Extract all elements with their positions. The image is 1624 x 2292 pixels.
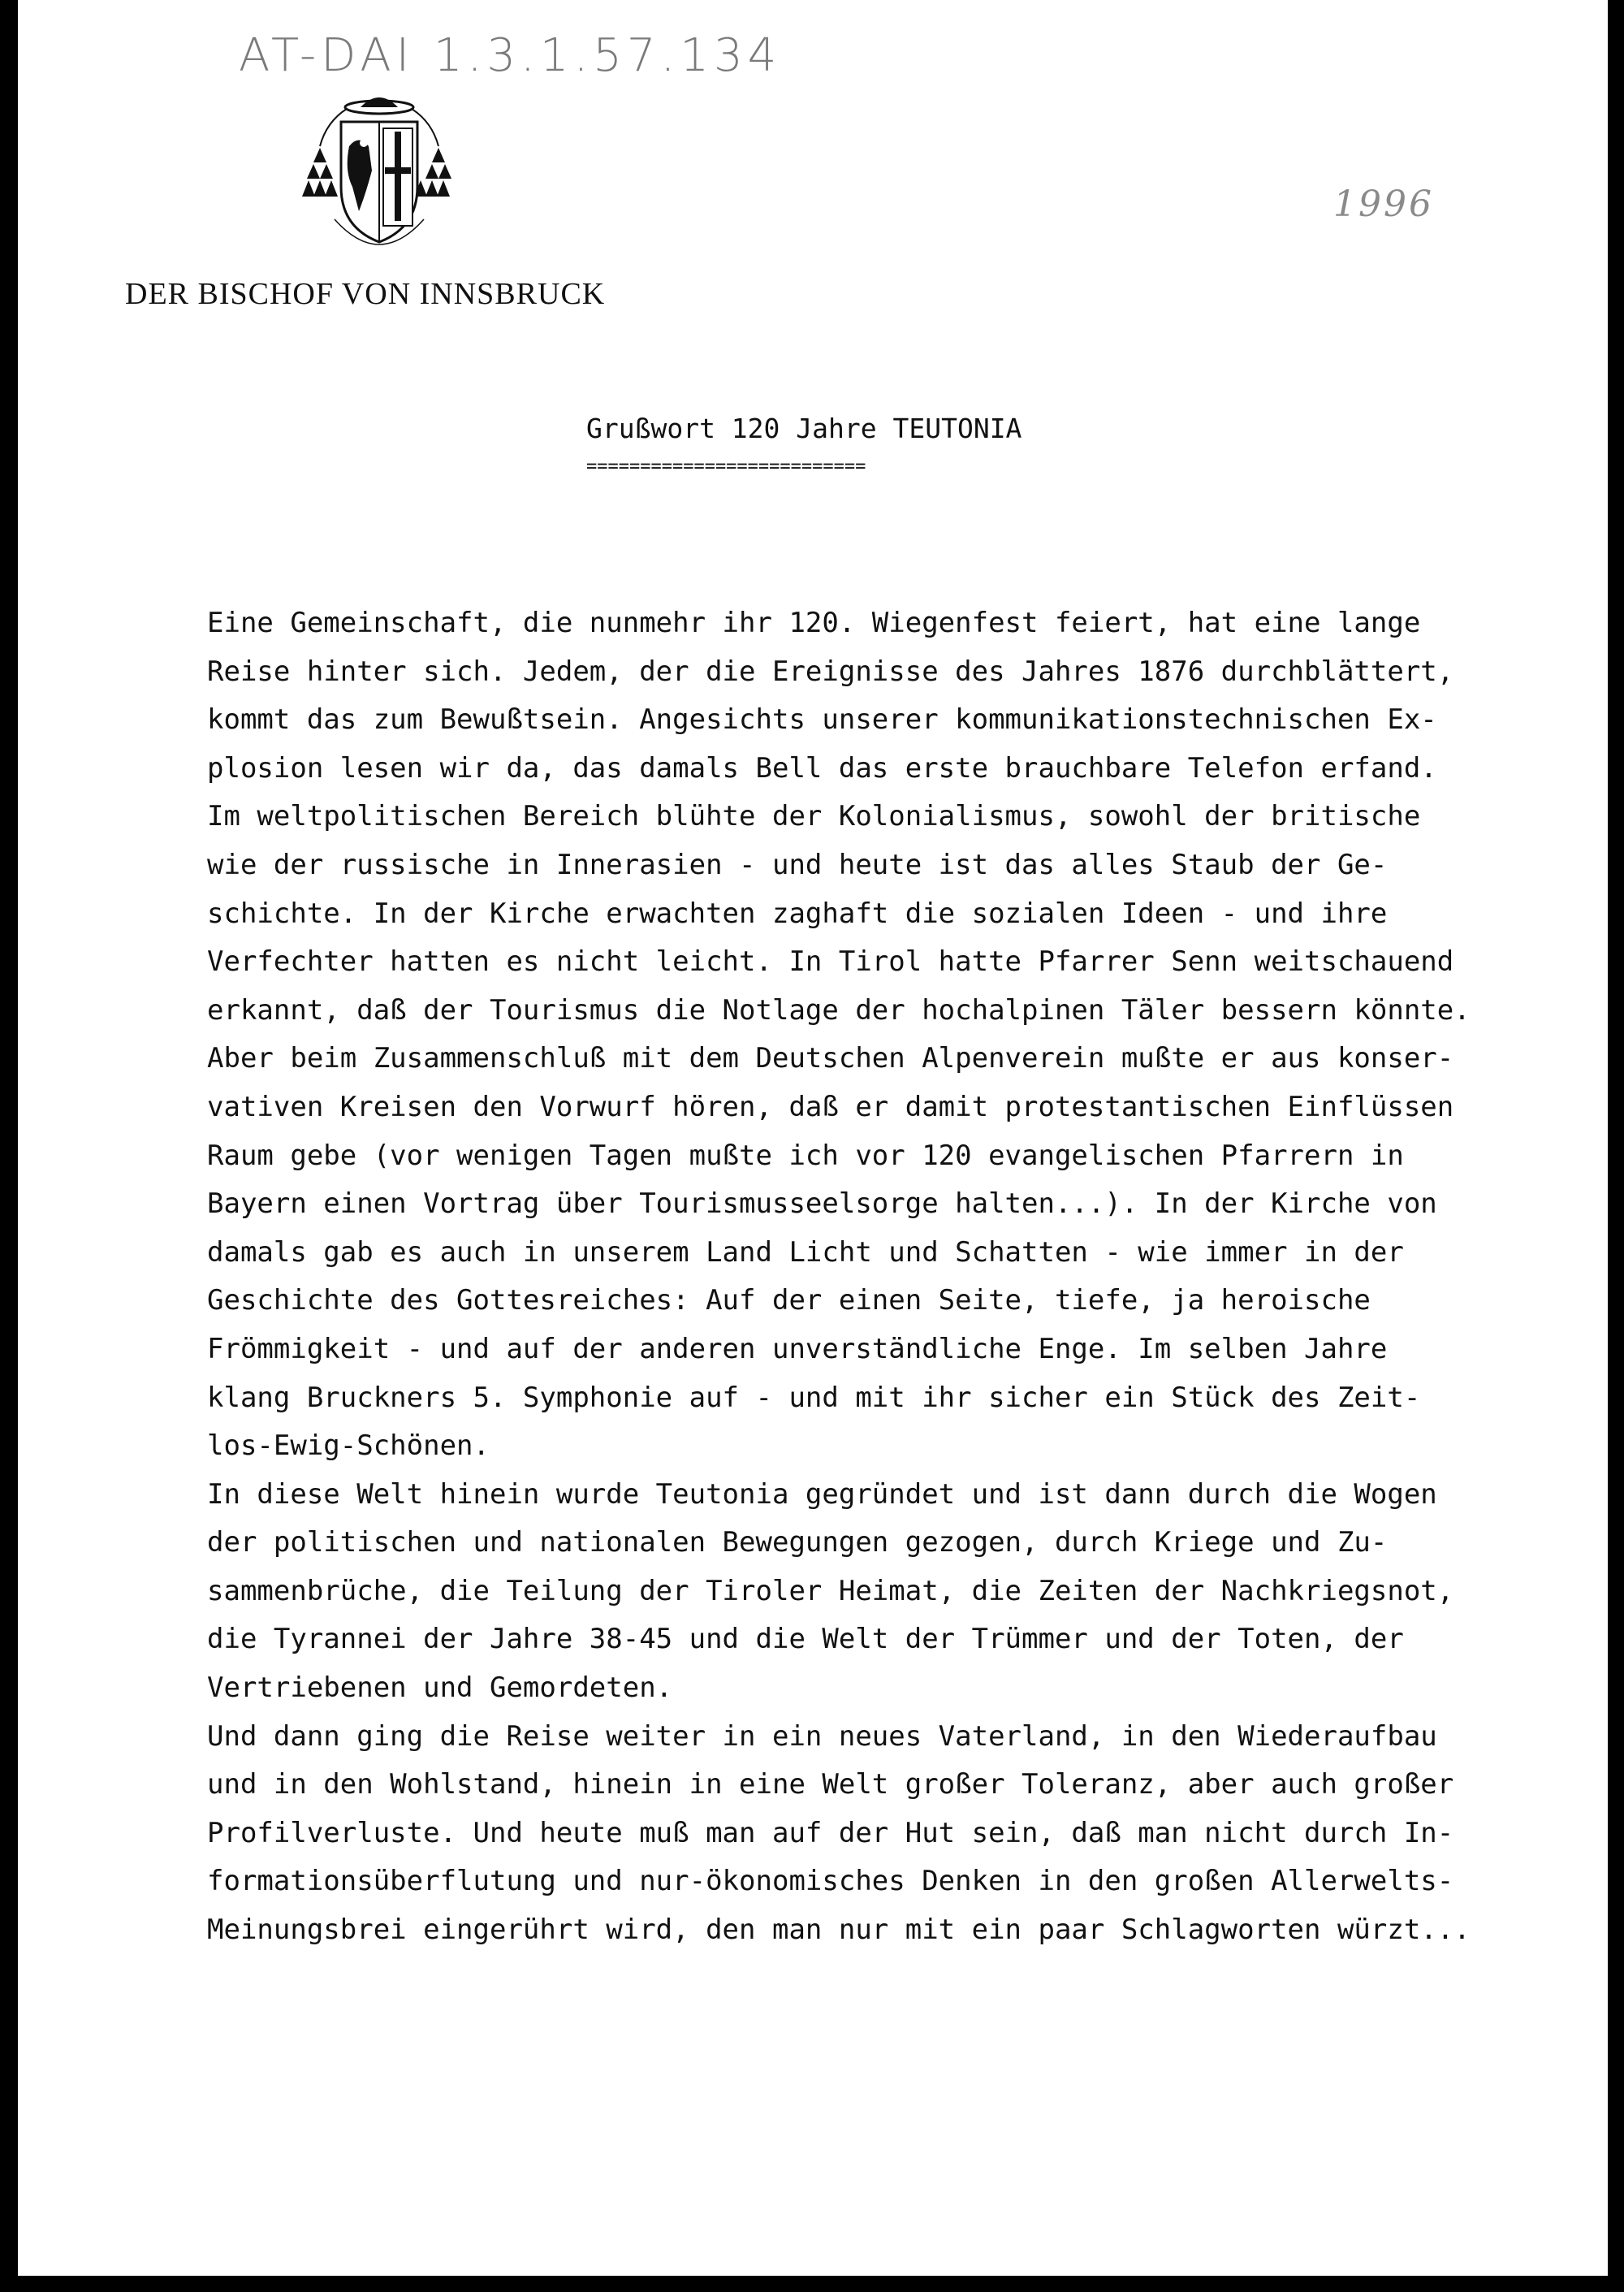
- text-line: Meinungsbrei eingerührt wird, den man nur mit ein paar Schlagworten würzt...: [207, 1914, 1471, 1947]
- text-line: der politischen und nationalen Bewegungen gezogen, durch Kriege und Zu-: [207, 1526, 1388, 1559]
- text-line: erkannt, daß der Tourismus die Notlage der hochalpinen Täler bessern könnte.: [207, 993, 1471, 1027]
- text-line: Eine Gemeinschaft, die nunmehr ihr 120. Wiegenfest feiert, hat eine lange: [207, 607, 1421, 639]
- text-line: und in den Wohlstand, hinein in eine Welt großer Toleranz, aber auch großer: [207, 1768, 1454, 1801]
- text-line: Reise hinter sich. Jedem, der die Ereignisse des Jahres 1876 durchblättert,: [207, 655, 1454, 688]
- text-line: wie der russische in Innerasien - und heute ist das alles Staub der Ge-: [207, 848, 1388, 881]
- text-line: Geschichte des Gottesreiches: Auf der einen Seite, tiefe, ja heroische: [207, 1284, 1371, 1317]
- title-underline: ==========================: [586, 456, 866, 477]
- handwritten-archive-reference: AT-DAI 1.3.1.57.134: [239, 29, 782, 82]
- text-line: Aber beim Zusammenschluß mit dem Deutschen Alpenverein mußte er aus konser-: [207, 1042, 1454, 1075]
- text-line: Bayern einen Vortrag über Tourismusseelsorge halten...). In der Kirche von: [207, 1187, 1437, 1221]
- text-line: vativen Kreisen den Vorwurf hören, daß er damit protestantischen Einflüssen: [207, 1090, 1454, 1123]
- text-line: kommt das zum Bewußtsein. Angesichts unserer kommunikationstechnischen Ex-: [207, 703, 1437, 737]
- text-line: plosion lesen wir da, das damals Bell das erste brauchbare Telefon erfand.: [207, 751, 1437, 785]
- document-page: [18, 0, 1608, 2276]
- text-line: Vertriebenen und Gemordeten.: [207, 1671, 673, 1705]
- text-line: klang Bruckners 5. Symphonie auf - und mit ihr sicher ein Stück des Zeit-: [207, 1381, 1421, 1414]
- text-line: Im weltpolitischen Bereich blühte der Kolonialismus, sowohl der britische: [207, 800, 1421, 833]
- handwritten-year-note: 1996: [1333, 184, 1434, 225]
- document-title: Grußwort 120 Jahre TEUTONIA: [586, 413, 1022, 444]
- text-line: los-Ewig-Schönen.: [207, 1429, 490, 1463]
- text-line: die Tyrannei der Jahre 38-45 und die Welt der Trümmer und der Toten, der: [207, 1623, 1404, 1656]
- text-line: schichte. In der Kirche erwachten zaghaft die sozialen Ideen - und ihre: [207, 897, 1388, 930]
- sender-heading: DER BISCHOF VON INNSBRUCK: [125, 277, 606, 311]
- text-line: In diese Welt hinein wurde Teutonia gegründet und ist dann durch die Wogen: [207, 1477, 1437, 1511]
- text-line: Frömmigkeit - und auf der anderen unverständliche Enge. Im selben Jahre: [207, 1332, 1388, 1365]
- text-line: sammenbrüche, die Teilung der Tiroler Heimat, die Zeiten der Nachkriegsnot,: [207, 1574, 1454, 1607]
- body-text: [207, 599, 1471, 1955]
- text-line: Verfechter hatten es nicht leicht. In Tirol hatte Pfarrer Senn weitschauend: [207, 945, 1454, 979]
- text-line: formationsüberflutung und nur-ökonomisches Denken in den großen Allerwelts-: [207, 1865, 1454, 1898]
- bishop-coat-of-arms-icon: [302, 89, 456, 260]
- text-line: Und dann ging die Reise weiter in ein neues Vaterland, in den Wiederaufbau: [207, 1719, 1437, 1753]
- text-line: Profilverluste. Und heute muß man auf der Hut sein, daß man nicht durch In-: [207, 1816, 1454, 1849]
- text-line: damals gab es auch in unserem Land Licht und Schatten - wie immer in der: [207, 1235, 1404, 1269]
- text-line: Raum gebe (vor wenigen Tagen mußte ich vor 120 evangelischen Pfarrern in: [207, 1139, 1404, 1172]
